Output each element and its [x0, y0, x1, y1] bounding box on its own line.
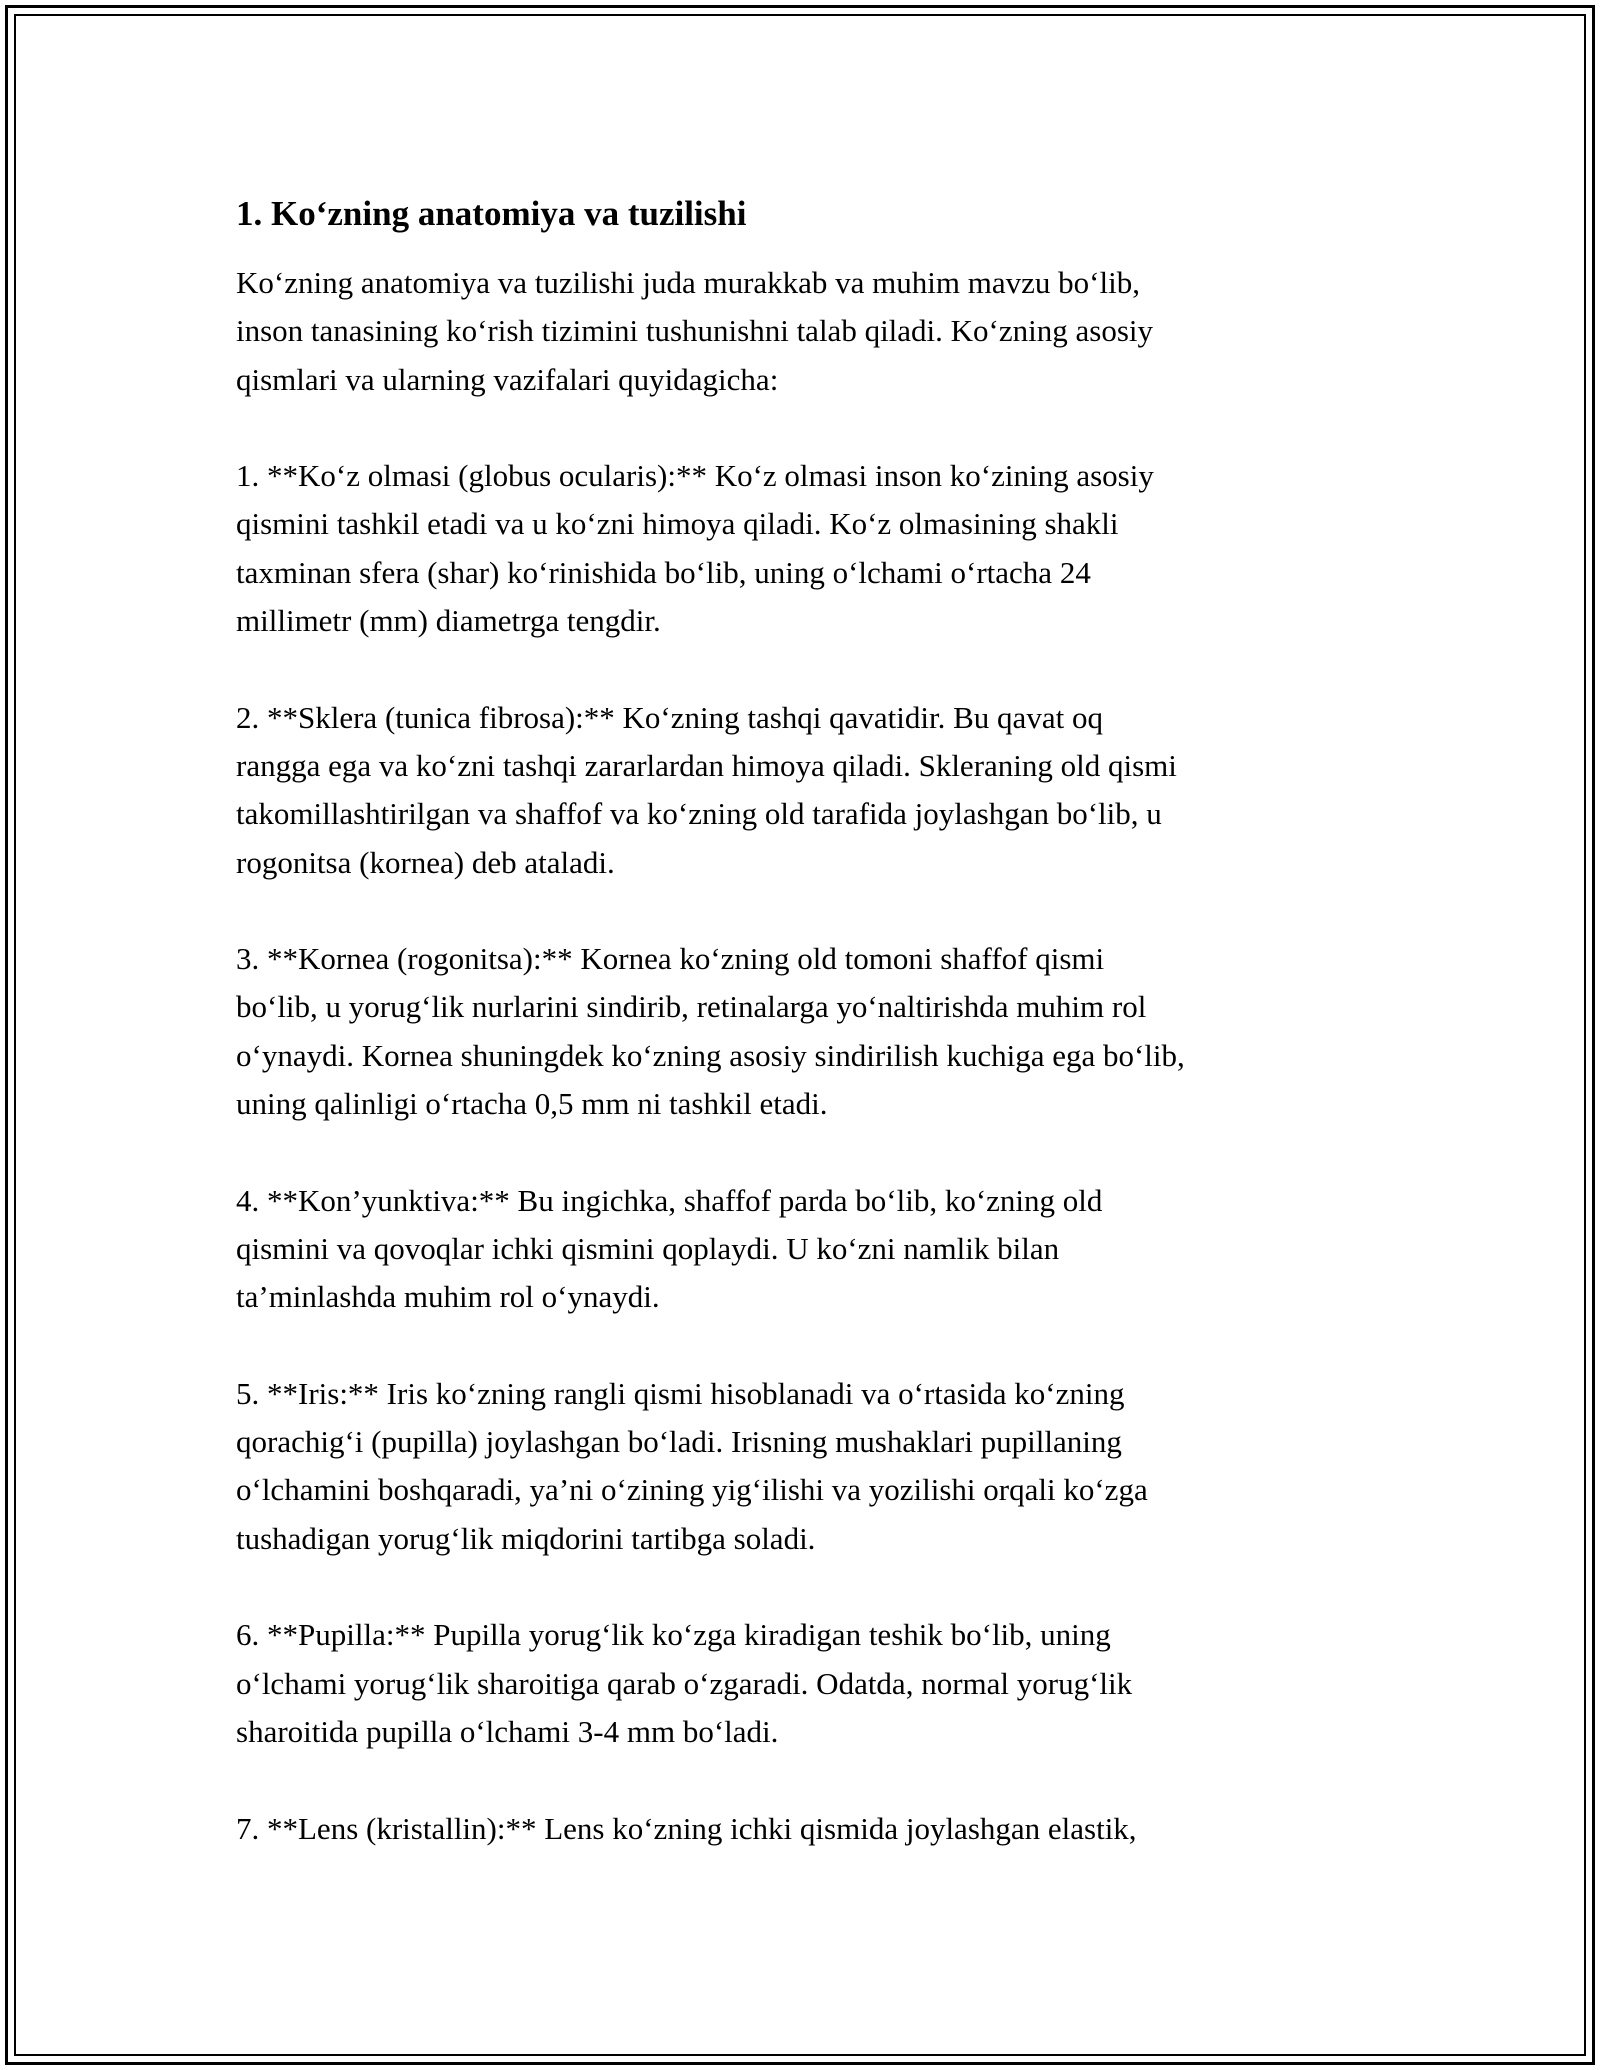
- list-item: [236, 452, 1396, 645]
- list-item-line: millimetr (mm) diametrga tengdir.: [236, 603, 661, 639]
- list-item-line: uning qalinligi oʻrtacha 0,5 mm ni tashkil etadi.: [236, 1086, 828, 1122]
- intro-line: qismlari va ularning vazifalari quyidagicha:: [236, 361, 779, 397]
- list-item-line: takomillashtirilgan va shaffof va koʻzning old tarafida joylashgan boʻlib, u: [236, 796, 1162, 832]
- list-item: [236, 1370, 1396, 1563]
- list-item-line: oʻlchamini boshqaradi, ya’ni oʻzining yigʻilishi va yozilishi orqali koʻzga: [236, 1472, 1148, 1508]
- list-item-line: 2. **Sklera (tunica fibrosa):** Koʻzning tashqi qavatidir. Bu qavat oq: [236, 699, 1103, 735]
- list-item-line: oʻlchami yorugʻlik sharoitiga qarab oʻzgaradi. Odatda, normal yorugʻlik: [236, 1665, 1133, 1701]
- list-item-line: taxminan sfera (shar) koʻrinishida boʻlib, uning oʻlchami oʻrtacha 24: [236, 554, 1091, 590]
- list-item: [236, 1177, 1396, 1322]
- list-item-line: boʻlib, u yorugʻlik nurlarini sindirib, retinalarga yoʻnaltirishda muhim rol: [236, 989, 1147, 1025]
- section-heading: 1. Koʻzning anatomiya va tuzilishi: [236, 194, 747, 233]
- list-item-line: tushadigan yorugʻlik miqdorini tartibga soladi.: [236, 1520, 816, 1556]
- list-item-line: oʻynaydi. Kornea shuningdek koʻzning asosiy sindirilish kuchiga ega boʻlib,: [236, 1037, 1185, 1073]
- list-item-line: 6. **Pupilla:** Pupilla yorugʻlik koʻzga kiradigan teshik boʻlib, uning: [236, 1617, 1111, 1653]
- list-item-line: qorachigʻi (pupilla) joylashgan boʻladi. Irisning mushaklari pupillaning: [236, 1424, 1122, 1460]
- list-item-line: 1. **Koʻz olmasi (globus ocularis):** Koʻz olmasi inson koʻzining asosiy: [236, 458, 1154, 494]
- item-list: [236, 452, 1396, 1853]
- document-body: [236, 190, 1396, 1853]
- intro-line: inson tanasining koʻrish tizimini tushunishni talab qiladi. Koʻzning asosiy: [236, 313, 1153, 349]
- list-item-line: ta’minlashda muhim rol oʻynaydi.: [236, 1279, 660, 1315]
- list-item: [236, 1611, 1396, 1756]
- list-item: [236, 1805, 1396, 1853]
- list-item-line: 3. **Kornea (rogonitsa):** Kornea koʻzning old tomoni shaffof qismi: [236, 941, 1105, 977]
- list-item: [236, 935, 1396, 1128]
- intro-paragraph: [236, 259, 1396, 404]
- intro-line: Koʻzning anatomiya va tuzilishi juda murakkab va muhim mavzu boʻlib,: [236, 265, 1140, 300]
- list-item-line: rangga ega va koʻzni tashqi zararlardan himoya qiladi. Skleraning old qismi: [236, 747, 1177, 783]
- list-item-line: sharoitida pupilla oʻlchami 3-4 mm boʻladi.: [236, 1713, 779, 1749]
- list-item-line: rogonitsa (kornea) deb ataladi.: [236, 844, 615, 880]
- list-item-line: qismini va qovoqlar ichki qismini qoplaydi. U koʻzni namlik bilan: [236, 1230, 1060, 1266]
- list-item-line: 7. **Lens (kristallin):** Lens koʻzning ichki qismida joylashgan elastik,: [236, 1810, 1137, 1846]
- list-item-line: 4. **Kon’yunktiva:** Bu ingichka, shaffof parda boʻlib, koʻzning old: [236, 1182, 1103, 1218]
- list-item-line: 5. **Iris:** Iris koʻzning rangli qismi hisoblanadi va oʻrtasida koʻzning: [236, 1375, 1125, 1411]
- list-item: [236, 694, 1396, 887]
- list-item-line: qismini tashkil etadi va u koʻzni himoya qiladi. Koʻz olmasining shakli: [236, 506, 1119, 542]
